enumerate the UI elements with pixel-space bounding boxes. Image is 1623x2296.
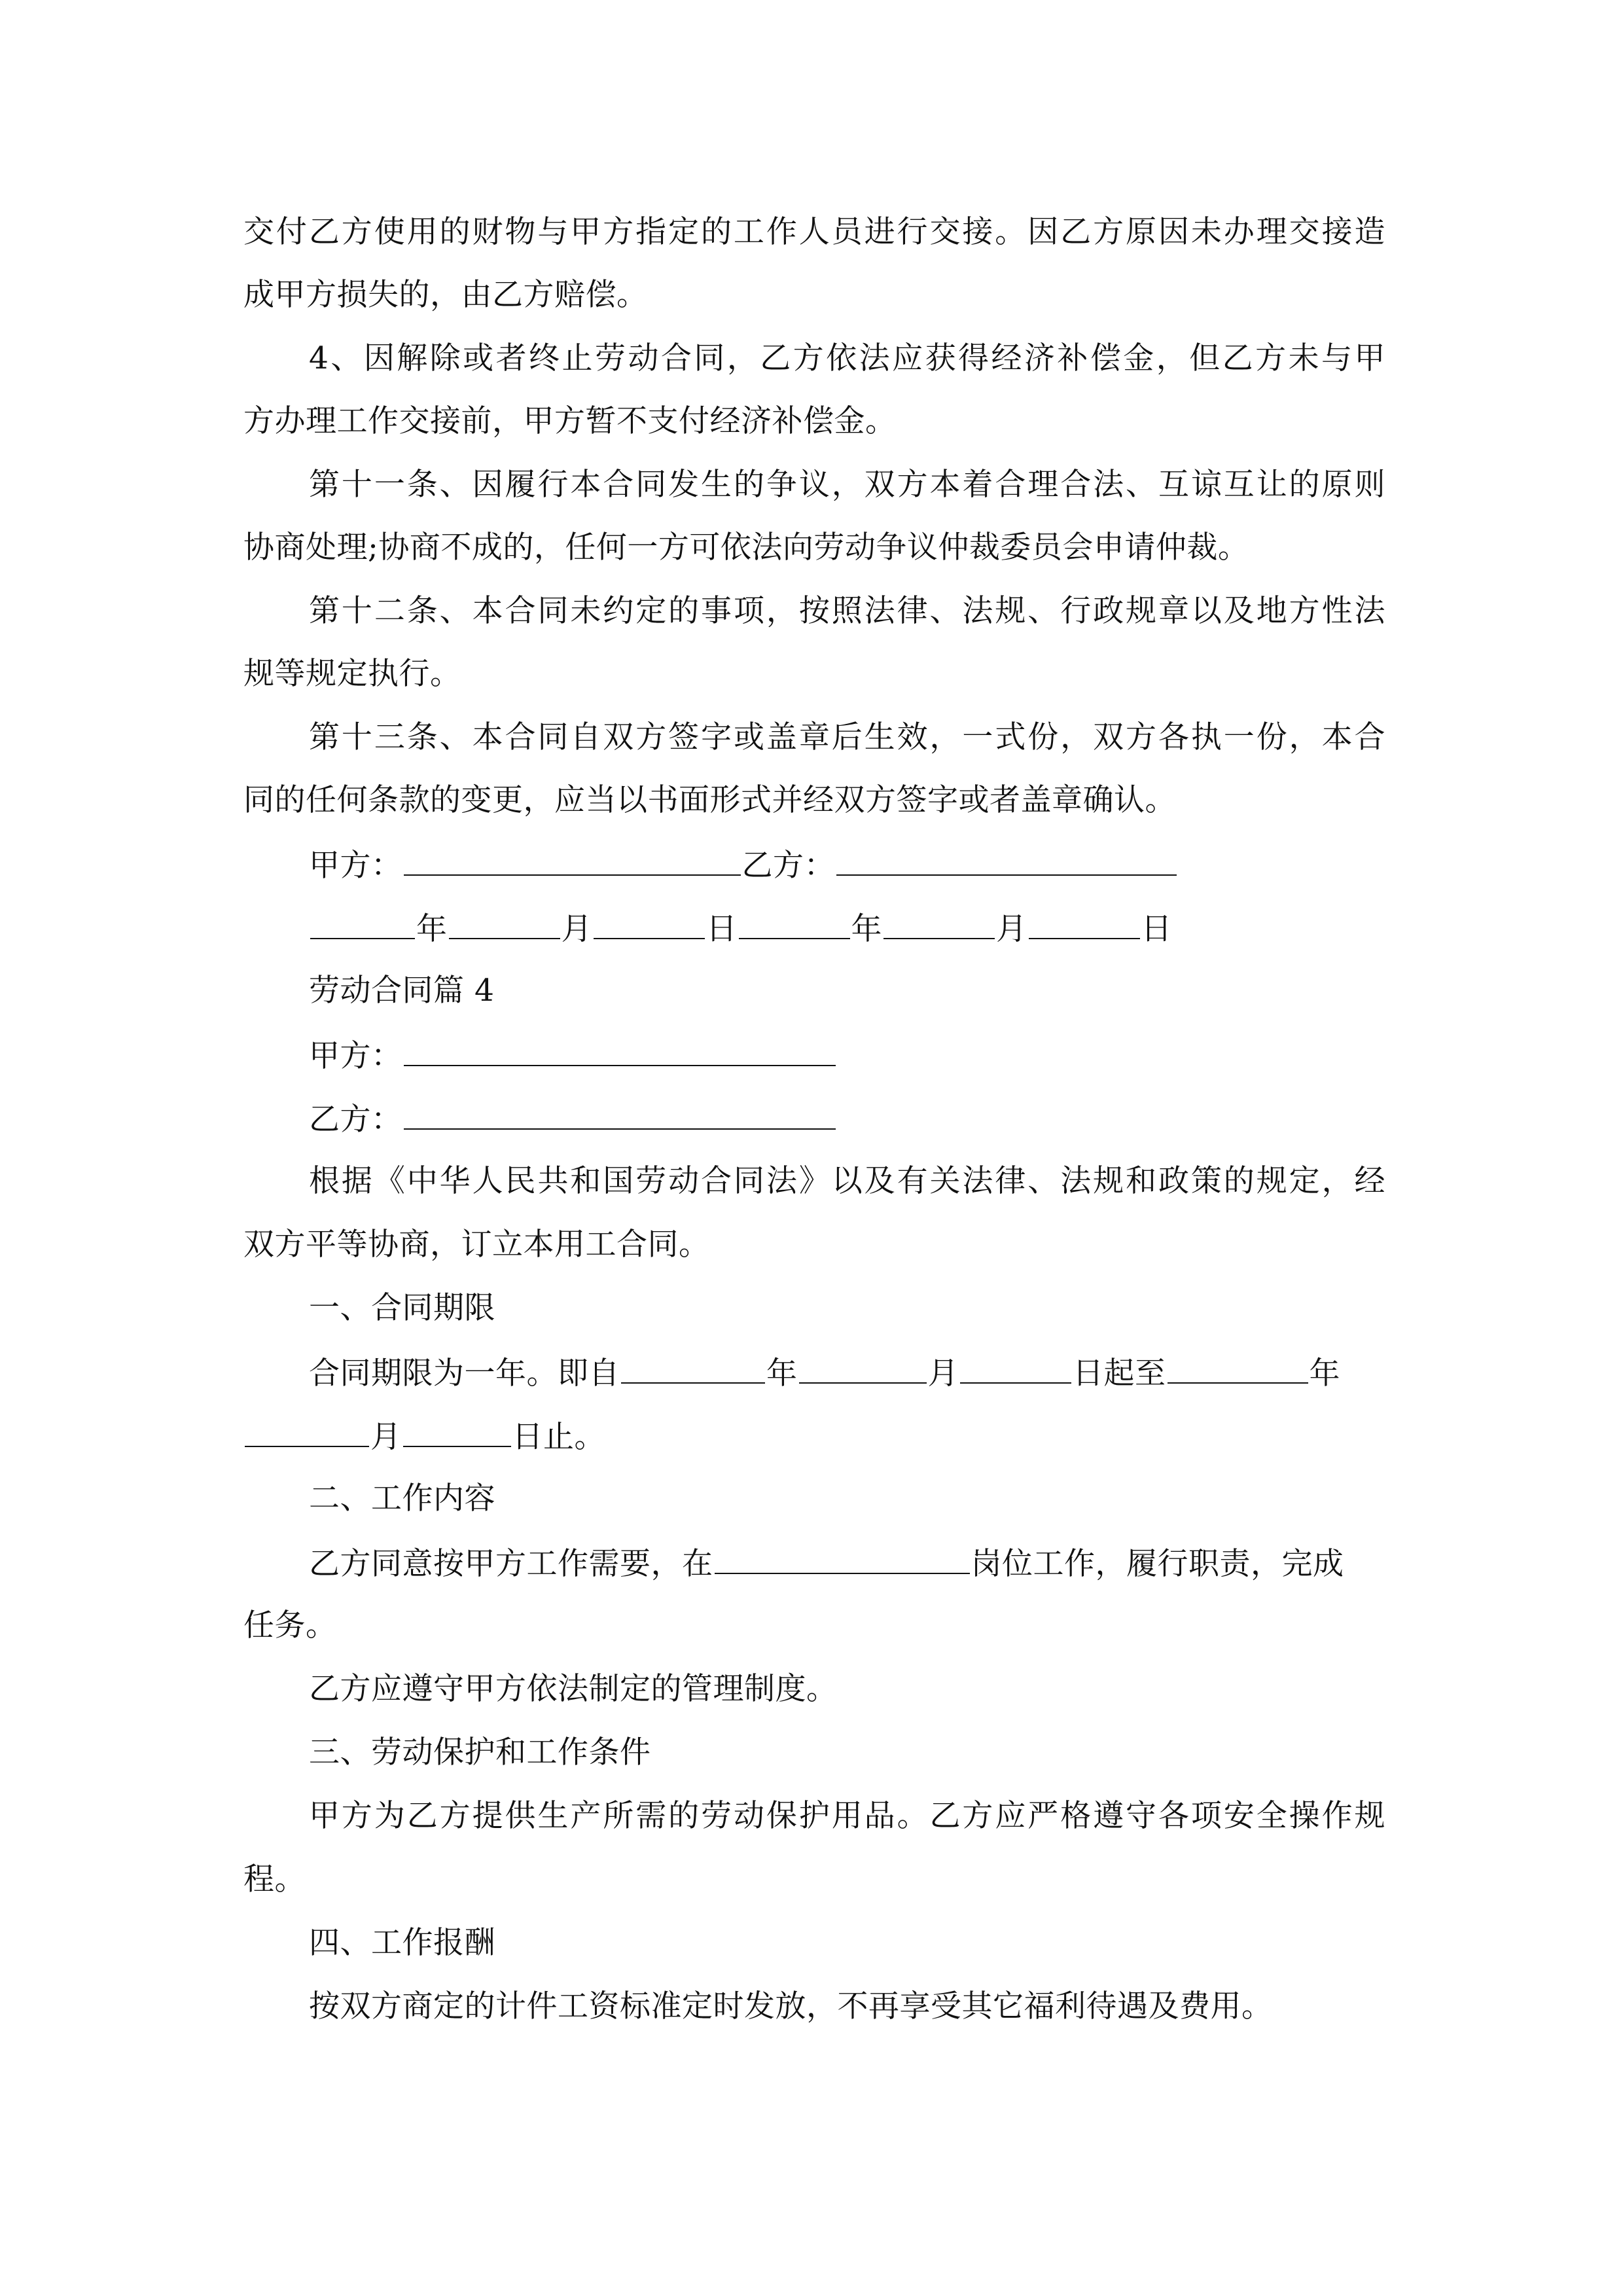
term-end-year-blank[interactable] xyxy=(1168,1352,1308,1384)
work-text-cont: 任务。 xyxy=(243,1607,337,1643)
term-end-day-blank[interactable] xyxy=(403,1416,511,1447)
party-a-row xyxy=(309,1035,1385,1074)
year-label: 年 xyxy=(416,911,448,947)
party-b-row xyxy=(309,1098,1385,1138)
term-end-month-blank[interactable] xyxy=(245,1416,369,1447)
party-b-label: 乙方： xyxy=(741,848,835,884)
party-a-label: 甲方： xyxy=(309,1038,402,1074)
end-label: 日止。 xyxy=(512,1419,605,1455)
article-13-line: 第十三条、本合同自双方签字或盖章后生效，一式份，双方各执一份，本合 xyxy=(309,719,1385,755)
party-b-signature-blank[interactable] xyxy=(836,844,1177,876)
work-text: 乙方同意按甲方工作需要，在 xyxy=(309,1546,713,1582)
work-rules: 乙方应遵守甲方依法制定的管理制度。 xyxy=(309,1671,838,1707)
day-label: 日 xyxy=(706,911,738,947)
paragraph-line: 协商处理;协商不成的，任何一方可依法向劳动争议仲裁委员会申请仲裁。 xyxy=(243,529,1249,565)
term-heading: 一、合同期限 xyxy=(309,1290,495,1326)
term-start-month-blank[interactable] xyxy=(799,1352,927,1384)
intro-line: 根据《中华人民共和国劳动合同法》以及有关法律、法规和政策的规定，经 xyxy=(309,1163,1385,1199)
party-b-year-blank[interactable] xyxy=(739,908,850,939)
intro-line: 双方平等协商，订立本用工合同。 xyxy=(243,1227,710,1263)
year-label: 年 xyxy=(766,1355,798,1391)
day-label: 日 xyxy=(1141,911,1172,947)
paragraph-line: 规等规定执行。 xyxy=(243,656,461,692)
paragraph-line: 交付乙方使用的财物与甲方指定的工作人员进行交接。因乙方原因未办理交接造 xyxy=(243,214,1385,250)
pay-text: 按双方商定的计件工资标准定时发放，不再享受其它福利待遇及费用。 xyxy=(309,1988,1273,2024)
party-a-month-blank[interactable] xyxy=(449,908,560,939)
party-b-day-blank[interactable] xyxy=(1029,908,1140,939)
term-row xyxy=(309,1352,1385,1391)
party-a-label: 甲方： xyxy=(309,848,402,884)
pay-heading: 四、工作报酬 xyxy=(309,1925,495,1961)
signature-row xyxy=(309,844,1385,884)
party-b-name-blank[interactable] xyxy=(404,1098,836,1130)
position-blank[interactable] xyxy=(715,1543,970,1574)
protection-text: 甲方为乙方提供生产所需的劳动保护用品。乙方应严格遵守各项安全操作规 xyxy=(309,1798,1385,1834)
protection-heading: 三、劳动保护和工作条件 xyxy=(309,1734,651,1770)
party-a-signature-blank[interactable] xyxy=(404,844,741,876)
protection-text-cont: 程。 xyxy=(243,1861,306,1897)
term-text: 合同期限为一年。即自 xyxy=(309,1355,620,1391)
party-a-day-blank[interactable] xyxy=(594,908,705,939)
article-12-line: 第十二条、本合同未约定的事项，按照法律、法规、行政规章以及地方性法 xyxy=(309,593,1385,629)
paragraph-line: 方办理工作交接前，甲方暂不支付经济补偿金。 xyxy=(243,403,897,439)
year-label: 年 xyxy=(1309,1355,1340,1391)
party-a-name-blank[interactable] xyxy=(404,1035,836,1066)
clause-4-line: 4、因解除或者终止劳动合同，乙方依法应获得经济补偿金，但乙方未与甲 xyxy=(309,340,1385,376)
paragraph-line: 成甲方损失的，由乙方赔偿。 xyxy=(243,277,648,313)
signature-date-row xyxy=(309,908,1385,947)
month-label: 月 xyxy=(996,911,1027,947)
work-text: 岗位工作，履行职责，完成 xyxy=(971,1546,1344,1582)
article-11-line: 第十一条、因履行本合同发生的争议，双方本着合理合法、互谅互让的原则 xyxy=(309,467,1385,503)
term-row-cont xyxy=(243,1416,1385,1455)
paragraph-line: 同的任何条款的变更，应当以书面形式并经双方签字或者盖章确认。 xyxy=(243,782,1176,818)
work-row xyxy=(309,1543,1385,1582)
party-b-label: 乙方： xyxy=(309,1102,402,1138)
month-label: 月 xyxy=(370,1419,402,1455)
party-a-year-blank[interactable] xyxy=(310,908,415,939)
from-to-label: 日起至 xyxy=(1073,1355,1166,1391)
term-start-year-blank[interactable] xyxy=(621,1352,765,1384)
year-label: 年 xyxy=(851,911,882,947)
section-heading: 劳动合同篇 4 xyxy=(309,973,495,1009)
term-start-day-blank[interactable] xyxy=(960,1352,1071,1384)
month-label: 月 xyxy=(927,1355,959,1391)
party-b-month-blank[interactable] xyxy=(883,908,995,939)
month-label: 月 xyxy=(561,911,592,947)
work-heading: 二、工作内容 xyxy=(309,1480,495,1516)
